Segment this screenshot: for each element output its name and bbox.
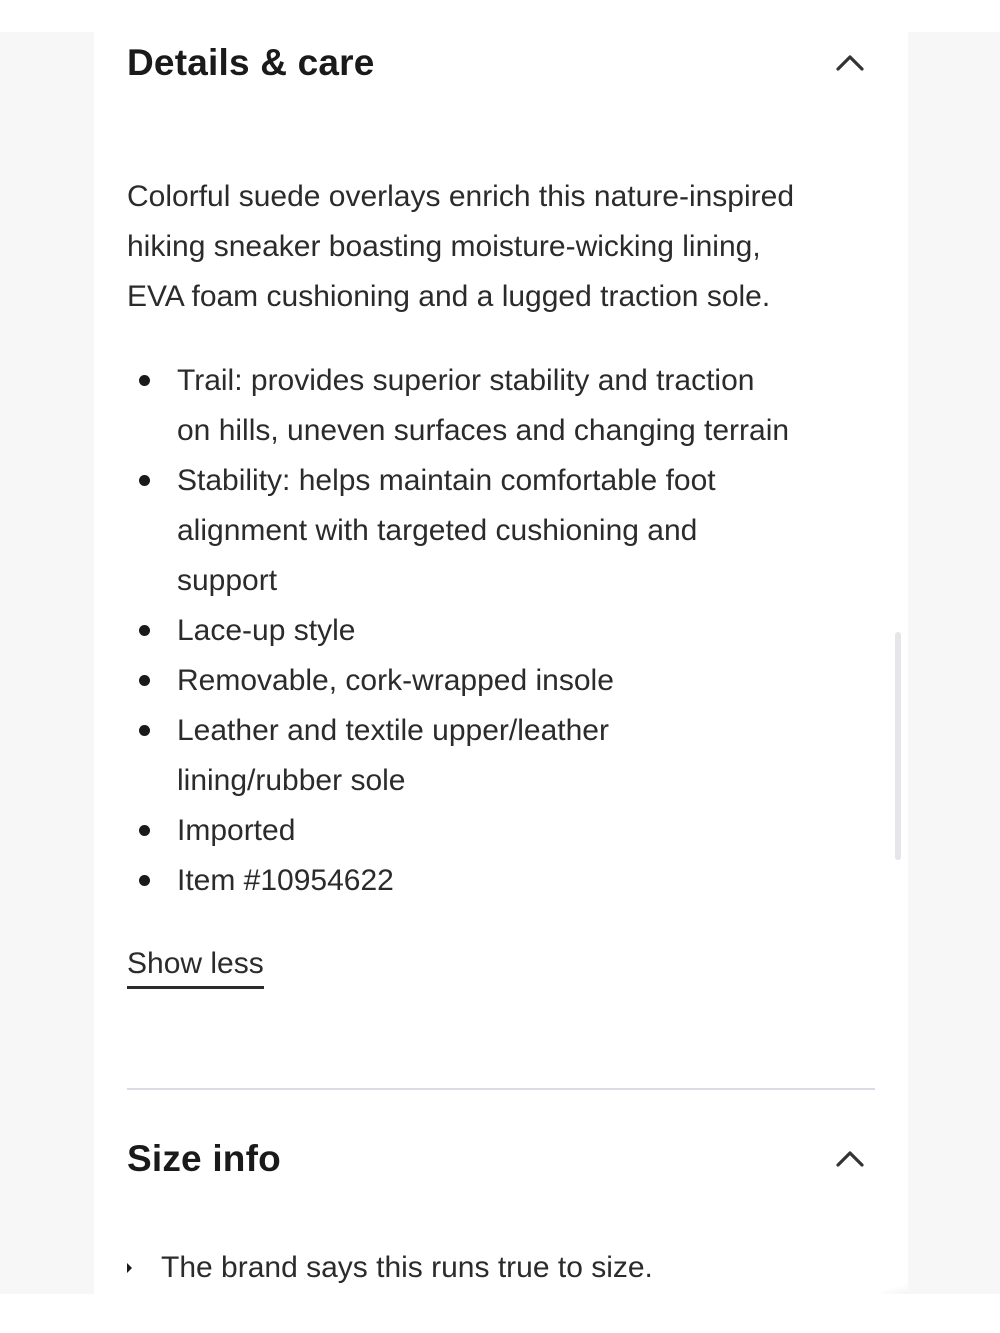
size-info-title: Size info <box>127 1138 281 1179</box>
size-info-header[interactable] <box>127 1138 868 1180</box>
size-info-text: The brand says this runs true to size. <box>161 1251 653 1284</box>
list-item <box>127 656 847 706</box>
show-less-link[interactable]: Show less <box>127 944 264 989</box>
bullet-icon <box>139 475 150 486</box>
list-item-line: Leather and textile upper/leather <box>177 714 609 747</box>
feature-list <box>127 356 847 906</box>
details-care-title: Details & care <box>127 42 375 83</box>
list-item-line: lining/rubber sole <box>177 764 406 797</box>
size-info-list <box>127 1246 653 1290</box>
list-item-line: support <box>177 564 278 597</box>
bullet-icon <box>139 725 150 736</box>
bullet-icon <box>139 875 150 886</box>
left-gutter <box>0 32 94 1294</box>
list-item-line: Stability: helps maintain comfortable foot <box>177 464 716 497</box>
scrollbar[interactable] <box>895 632 901 860</box>
bullet-icon <box>127 1263 132 1273</box>
list-item-line: alignment with targeted cushioning and <box>177 514 698 547</box>
list-item <box>127 706 847 806</box>
list-item-line: Lace-up style <box>177 614 356 647</box>
scroll-shadow <box>864 1282 908 1294</box>
description-line: EVA foam cushioning and a lugged traction sole. <box>127 280 771 313</box>
list-item-line: Imported <box>177 814 296 847</box>
list-item <box>127 806 847 856</box>
list-item-line: Removable, cork-wrapped insole <box>177 664 614 697</box>
list-item-line: Item #10954622 <box>177 864 394 897</box>
list-item <box>127 456 847 606</box>
list-item-line: on hills, uneven surfaces and changing terrain <box>177 414 790 447</box>
list-item <box>127 356 847 456</box>
details-care-header[interactable] <box>127 42 868 84</box>
list-item <box>127 1246 653 1290</box>
bullet-icon <box>139 675 150 686</box>
description-line: hiking sneaker boasting moisture-wicking lining, <box>127 230 761 263</box>
bullet-icon <box>139 375 150 386</box>
product-details-panel <box>94 32 908 1294</box>
section-divider <box>127 1088 875 1090</box>
list-item-line: Trail: provides superior stability and traction <box>177 364 755 397</box>
bullet-icon <box>139 825 150 836</box>
bullet-icon <box>139 625 150 636</box>
chevron-up-icon[interactable] <box>832 45 868 81</box>
chevron-up-icon[interactable] <box>832 1141 868 1177</box>
product-description <box>127 172 867 322</box>
list-item <box>127 856 847 906</box>
list-item <box>127 606 847 656</box>
right-gutter <box>908 32 1000 1294</box>
description-line: Colorful suede overlays enrich this nature-inspired <box>127 180 795 213</box>
